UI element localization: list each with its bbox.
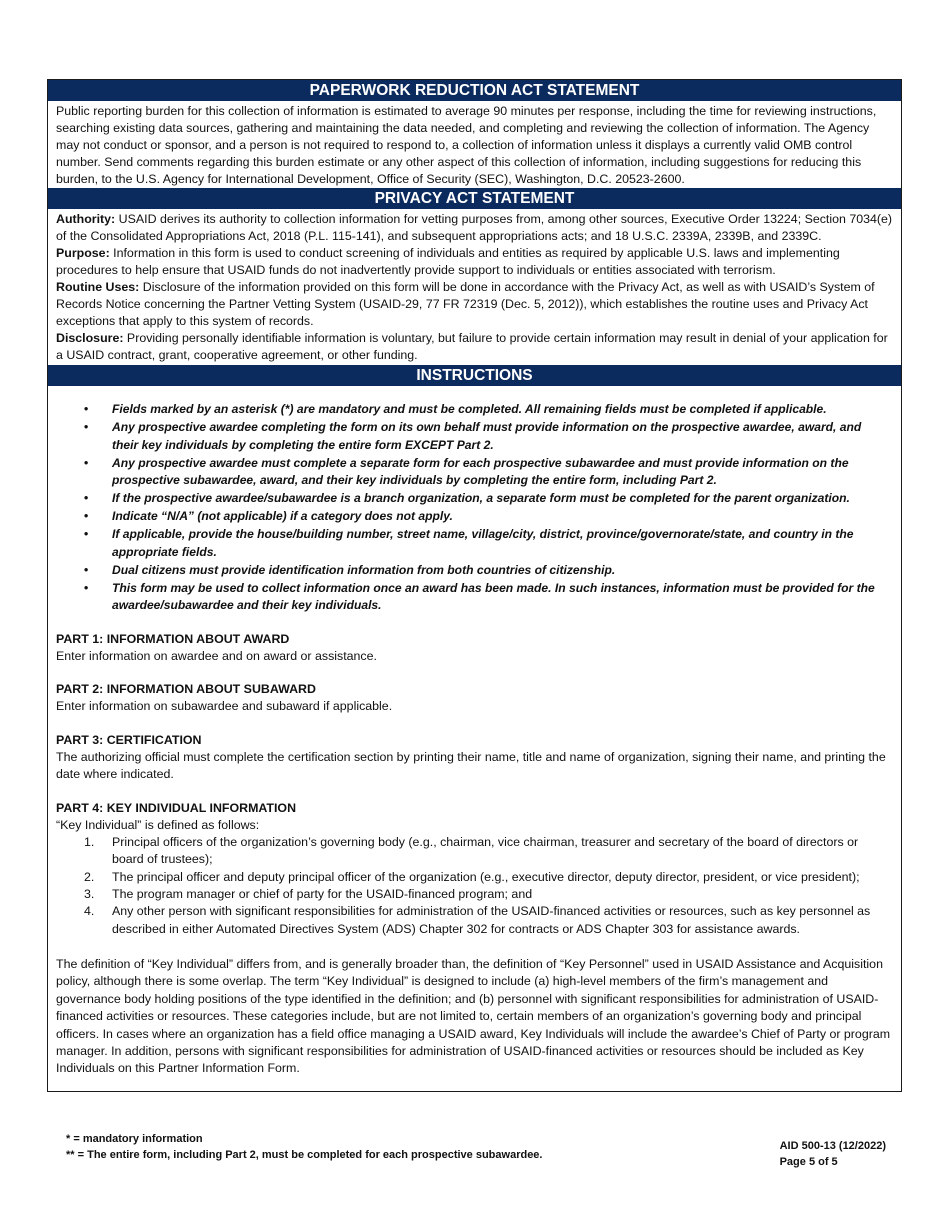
privacy-purpose-label: Purpose:	[56, 246, 110, 260]
privacy-section	[48, 209, 901, 365]
privacy-purpose	[48, 245, 901, 279]
privacy-disclosure-label: Disclosure:	[56, 331, 124, 345]
part2-text: Enter information on subawardee and subaward if applicable.	[56, 699, 393, 714]
list-item	[56, 886, 879, 903]
list-number: 2.	[84, 869, 95, 884]
instructions-list	[48, 401, 901, 615]
bullet-icon: •	[84, 402, 89, 416]
list-number: 4.	[84, 904, 95, 919]
paperwork-heading: PAPERWORK REDUCTION ACT STATEMENT	[48, 80, 901, 101]
page-number: Page 5 of 5	[779, 1156, 838, 1168]
privacy-routine-uses-label: Routine Uses:	[56, 280, 140, 294]
privacy-authority-text: USAID derives its authority to collection information for vetting purposes from, among other sources, Executive Order 13224; Section 7034(e) of the Consolidated Appropriations Act, 2018 (P.L. 115-141), and subsequent appropriations acts; and 18 U.S.C. 2339A, 2339B, and 2339C.	[56, 212, 893, 243]
part1-section	[56, 631, 893, 666]
bullet-icon: •	[84, 562, 89, 577]
instruction-item	[48, 455, 883, 490]
list-item	[56, 869, 879, 886]
privacy-disclosure-text: Providing personally identifiable information is voluntary, but failure to provide certain information may result in denial of your application for a USAID contract, grant, cooperative agreement, or other funding.	[56, 331, 888, 362]
part3-section	[56, 732, 893, 784]
privacy-heading: PRIVACY ACT STATEMENT	[48, 188, 901, 209]
instruction-text: If the prospective awardee/subawardee is a branch organization, a separate form must be completed for the parent organization.	[112, 491, 850, 505]
list-number: 1.	[84, 835, 95, 850]
instruction-item	[48, 580, 883, 615]
key-individual-definition: The definition of “Key Individual” differs from, and is generally broader than, the definition of “Key Personnel” used in USAID Assistance and Acquisition policy, although there is some overlap. The term “Key Individual” is designed to include (a) high-level members of the firm’s management and governance body holding positions of the type identified in the definition; and (b) personnel with significant responsibilities for administration of USAID-financed activities or resources. These categories include, but are not limited to, certain members of an organization’s governing body and principal officers. In cases where an organization has a field office managing a USAID award, Key Individuals will include the awardee’s Chief of Party or program manager. In addition, persons with significant responsibilities for administration of USAID-financed activities or resources should be included as Key Individuals on this Partner Information Form.	[56, 956, 891, 1076]
list-item	[56, 903, 879, 938]
part2-heading: PART 2: INFORMATION ABOUT SUBAWARD	[56, 682, 316, 697]
part1-heading: PART 1: INFORMATION ABOUT AWARD	[56, 631, 290, 646]
footnote-mandatory: * = mandatory information	[66, 1133, 203, 1145]
list-item	[56, 834, 879, 869]
instruction-text: If applicable, provide the house/building number, street name, village/city, district, province/governorate/state, and country in the appropriate fields.	[112, 527, 854, 559]
instruction-item	[48, 562, 883, 580]
bullet-icon: •	[84, 580, 89, 595]
bullet-icon: •	[84, 509, 89, 523]
part3-heading: PART 3: CERTIFICATION	[56, 732, 202, 747]
instruction-text: Any prospective awardee completing the form on its own behalf must provide information on the prospective awardee, award, and their key individuals by completing the entire form EXCEPT Part 2.	[112, 420, 862, 452]
list-item-text: The program manager or chief of party for the USAID-financed program; and	[112, 887, 533, 902]
bullet-icon: •	[84, 527, 89, 541]
part4-intro: “Key Individual” is defined as follows:	[56, 817, 260, 832]
bullet-icon: •	[84, 420, 89, 434]
instruction-item	[48, 508, 883, 526]
bullet-icon: •	[84, 455, 89, 470]
list-number: 3.	[84, 887, 95, 902]
instruction-item	[48, 419, 883, 454]
list-item-text: Principal officers of the organization’s governing body (e.g., chairman, vice chairman, treasurer and secretary of the board of directors or board of trustees);	[112, 835, 859, 867]
instruction-item	[48, 401, 883, 419]
paperwork-text: Public reporting burden for this collection of information is estimated to average 90 minutes per response, including the time for reviewing instructions, searching existing data sources, gathering and maintaining the data needed, and completing and reviewing the collection of information. The Agency may not conduct or sponsor, and a person is not required to respond to, a collection of information unless it displays a currently valid OMB control number. Send comments regarding this burden estimate or any other aspect of this collection of information, including suggestions for reducing this burden, to the U.S. Agency for International Development, Office of Security (SEC), Washington, D.C. 20523-2600.	[56, 104, 877, 186]
instruction-text: This form may be used to collect information once an award has been made. In such instances, information must be provided for the awardee/subawardee and their key individuals.	[112, 580, 875, 612]
privacy-purpose-text: Information in this form is used to conduct screening of individuals and entities as required by applicable U.S. laws and implementing procedures to help ensure that USAID funds do not inadvertently provide support to individuals or entities associated with terrorism.	[56, 246, 840, 277]
part2-section	[56, 681, 893, 716]
privacy-disclosure	[48, 330, 901, 365]
instruction-text: Any prospective awardee must complete a separate form for each prospective subawardee and must provide information on the prospective subawardee, award, and their key individuals by completing the entire form, including Part 2.	[112, 455, 849, 487]
instruction-text: Fields marked by an asterisk (*) are mandatory and must be completed. All remaining fields must be completed if applicable.	[112, 402, 827, 416]
footnote-subawardee: ** = The entire form, including Part 2, must be completed for each prospective subawardee.	[66, 1148, 543, 1161]
form-id: AID 500-13 (12/2022)	[779, 1140, 886, 1152]
part4-heading: PART 4: KEY INDIVIDUAL INFORMATION	[56, 800, 297, 815]
privacy-authority	[48, 209, 901, 245]
key-individual-list	[56, 834, 893, 938]
part1-text: Enter information on awardee and on award or assistance.	[56, 648, 377, 663]
instruction-text: Dual citizens must provide identification information from both countries of citizenship.	[112, 562, 616, 577]
part4-section	[56, 800, 893, 938]
instruction-text: Indicate “N/A” (not applicable) if a category does not apply.	[112, 509, 453, 523]
list-item-text: Any other person with significant responsibilities for administration of the USAID-financed activities or resources, such as key personnel as described in either Automated Directives System (ADS) Chapter 302 for contracts or ADS Chapter 303 for assistance awards.	[112, 904, 871, 936]
privacy-authority-label: Authority:	[56, 212, 116, 226]
instruction-item	[48, 490, 883, 508]
bullet-icon: •	[84, 491, 89, 505]
form-page-frame	[47, 79, 902, 1092]
footer-form-info	[780, 1138, 886, 1170]
privacy-routine-uses-text: Disclosure of the information provided on this form will be done in accordance with the Privacy Act, as well as with USAID’s System of Records Notice concerning the Partner Vetting System (USAID-29, 77 FR 72319 (Dec. 5, 2012)), which establishes the routine uses and Privacy Act exceptions that apply to this system of records.	[56, 280, 875, 328]
part3-text: The authorizing official must complete the certification section by printing their name, title and name of organization, signing their name, and printing the date where indicated.	[56, 749, 886, 782]
privacy-routine-uses	[48, 279, 901, 330]
instruction-item	[48, 526, 883, 561]
list-item-text: The principal officer and deputy principal officer of the organization (e.g., executive director, deputy director, president, or vice president);	[112, 869, 860, 884]
instructions-heading: INSTRUCTIONS	[48, 365, 901, 386]
footer-notes	[66, 1132, 543, 1163]
